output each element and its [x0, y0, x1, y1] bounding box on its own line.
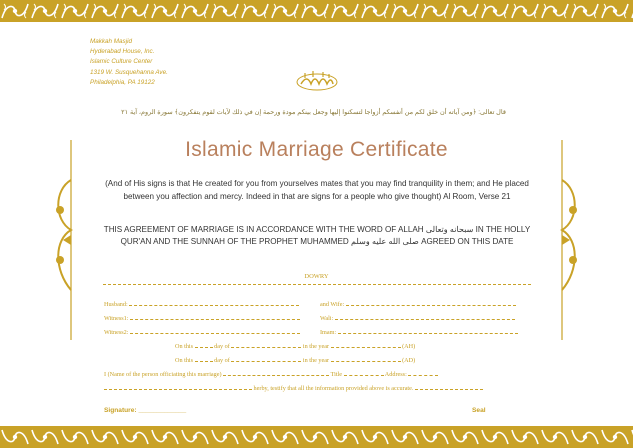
- witness2-row: [104, 327, 300, 336]
- signature-row: [104, 407, 186, 414]
- date-ad-row: [175, 355, 415, 364]
- right-side-ornament: [555, 140, 581, 340]
- address-line: Hyderabad House, Inc.: [90, 48, 155, 56]
- officiant-row: [104, 369, 438, 378]
- wali-field[interactable]: [335, 313, 515, 320]
- address-label: Address:: [384, 371, 407, 378]
- verse-translation: (And of His signs is that He created for you from yourselves mates that you may find tranquility in them; and He placed between you affection and mercy. Indeed in that are signs for a people who give thought) Al Room, Verse 21: [105, 179, 529, 201]
- husband-row: [104, 299, 299, 308]
- in-the-year-label: in the year: [302, 357, 330, 364]
- dowry-label: DOWRY: [304, 273, 329, 280]
- day-ah-field[interactable]: [195, 341, 213, 348]
- arabic-verse: قال تعالى: ﴿ومن آياته أن خلق لكم من أنفسكم أزواجا لتسكنوا إليها وجعل بينكم مودة ورحمة إن في ذلك لآيات لقوم يتفكرون﴾ سورة الروم، آية ٢١: [121, 109, 506, 116]
- ah-label: (AH): [402, 343, 416, 350]
- husband-label: Husband:: [104, 301, 128, 308]
- witness2-field[interactable]: [130, 327, 300, 334]
- seal-label: Seal: [472, 407, 486, 414]
- day-ad-field[interactable]: [195, 355, 213, 362]
- year-ad-field[interactable]: [331, 355, 401, 362]
- day-of-label: day of: [214, 357, 230, 364]
- title-label: Title: [330, 371, 343, 378]
- officiant-name-field[interactable]: [223, 369, 329, 376]
- testify-text: herby, testify that all the information provided above is accurate.: [253, 385, 414, 392]
- imam-label: Imam:: [320, 329, 337, 336]
- witness1-label: Witness1:: [104, 315, 129, 322]
- witness1-field[interactable]: [130, 313, 300, 320]
- dowry-field[interactable]: [103, 284, 531, 285]
- bismillah-calligraphy-emblem: [295, 70, 339, 92]
- witness1-row: [104, 313, 300, 322]
- address-line: Philadelphia, PA 19122: [90, 78, 155, 86]
- month-ad-field[interactable]: [231, 355, 301, 362]
- in-the-year-label: in the year: [302, 343, 330, 350]
- bottom-ornamental-border: [0, 426, 633, 448]
- address-line: Makkah Masjid: [90, 38, 132, 45]
- testify-trailing-field[interactable]: [415, 383, 483, 390]
- husband-field[interactable]: [129, 299, 299, 306]
- on-this-label: On this: [175, 343, 194, 350]
- officiant-address-field[interactable]: [408, 369, 438, 376]
- date-ah-row: [175, 341, 415, 350]
- testify-row: [104, 383, 483, 392]
- signature-field[interactable]: _____________: [138, 407, 187, 414]
- officiant-title-field[interactable]: [344, 369, 384, 376]
- certificate-title: Islamic Marriage Certificate: [185, 138, 448, 161]
- month-ah-field[interactable]: [231, 341, 301, 348]
- address-block: [90, 37, 168, 88]
- address-line: 1319 W. Susquehanna Ave.: [90, 68, 168, 76]
- wali-label: Wali:: [320, 315, 334, 322]
- officiant-label: I (Name of the person officiating this marriage): [104, 371, 222, 378]
- year-ah-field[interactable]: [331, 341, 401, 348]
- address-line: Islamic Culture Center: [90, 58, 153, 66]
- top-ornamental-border: [0, 0, 633, 22]
- imam-field[interactable]: [338, 327, 518, 334]
- imam-row: [320, 327, 518, 336]
- wife-row: [320, 299, 516, 308]
- agreement-statement: THIS AGREEMENT OF MARRIAGE IS IN ACCORDANCE WITH THE WORD OF ALLAH سبحانه وتعالى IN THE HOLLY QUR'AN AND THE SUNNAH OF THE PROPHET MUHAMMED صلى الله عليه وسلم AGREED ON THIS DATE: [103, 225, 531, 247]
- day-of-label: day of: [214, 343, 230, 350]
- left-side-ornament: [52, 140, 78, 340]
- wife-label: and Wife:: [320, 301, 345, 308]
- wali-row: [320, 313, 515, 322]
- ad-label: (AD): [402, 357, 416, 364]
- signature-label: Signature:: [104, 407, 137, 414]
- witness2-label: Witness2:: [104, 329, 129, 336]
- on-this-label: On this: [175, 357, 194, 364]
- officiant-address-field-2[interactable]: [104, 383, 252, 390]
- wife-field[interactable]: [346, 299, 516, 306]
